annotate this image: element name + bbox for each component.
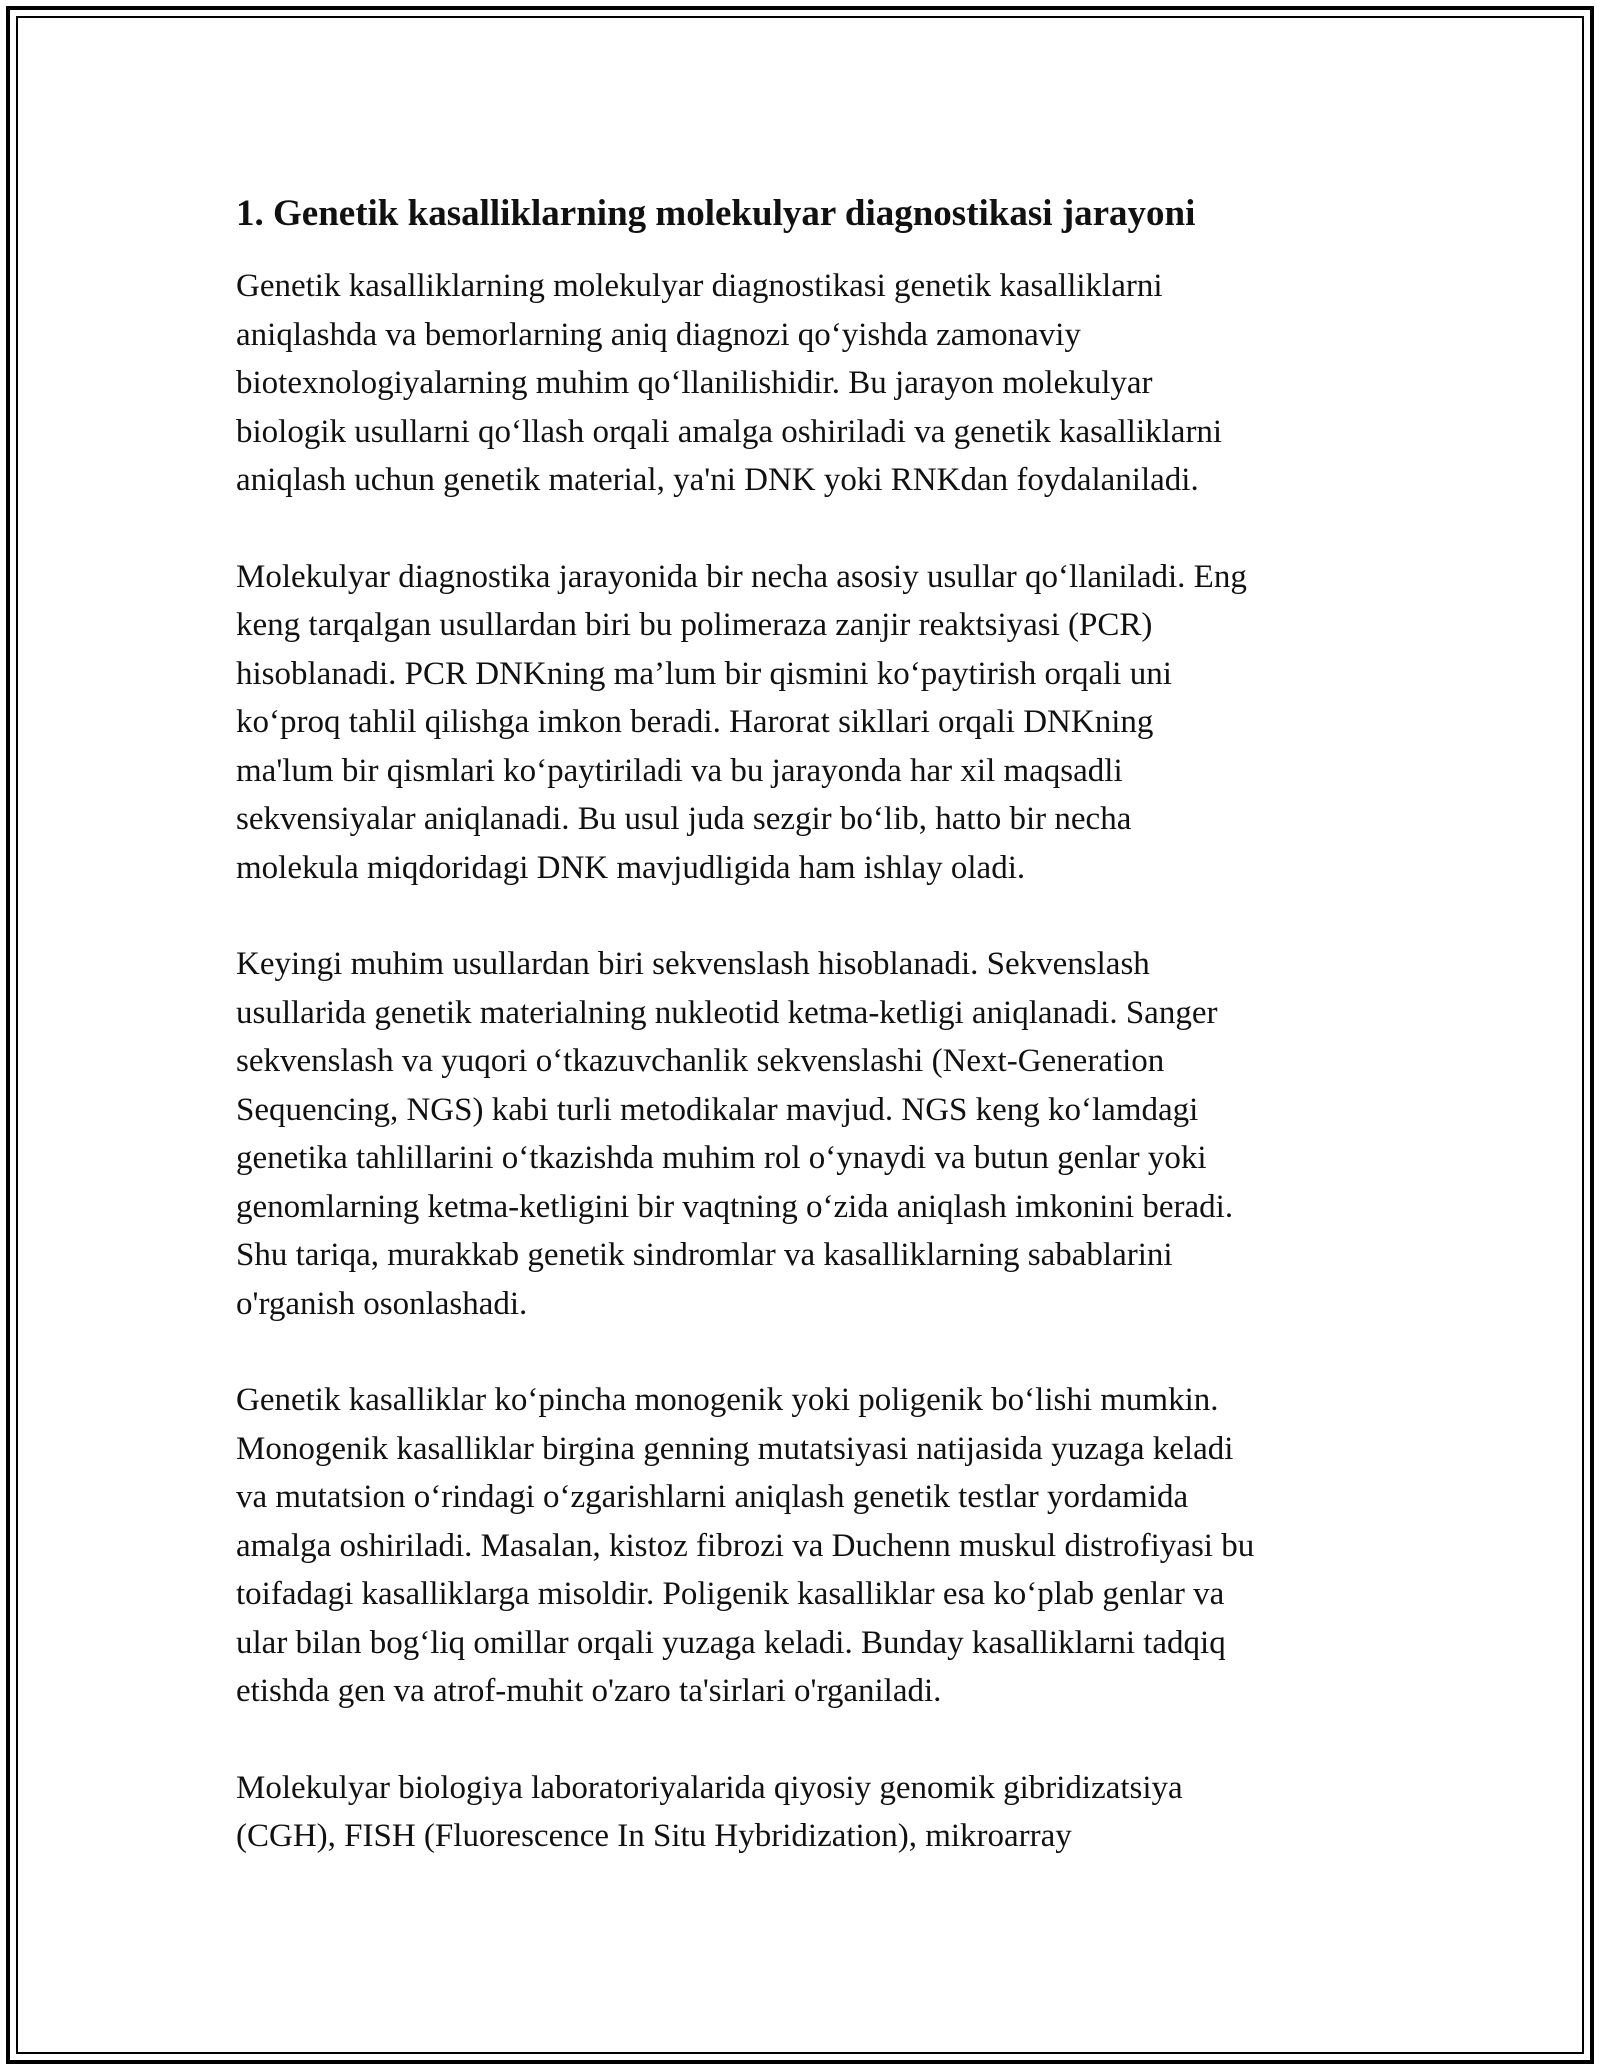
paragraph-line: (CGH), FISH (Fluorescence In Situ Hybridization), mikroarray bbox=[236, 1818, 1072, 1854]
paragraph bbox=[236, 940, 1386, 1328]
paragraph-line: Genetik kasalliklar ko‘pincha monogenik yoki poligenik bo‘lishi mumkin. bbox=[236, 1382, 1219, 1418]
paragraph-line: amalga oshiriladi. Masalan, kistoz fibrozi va Duchenn muskul distrofiyasi bu bbox=[236, 1527, 1255, 1564]
section-heading: 1. Genetik kasalliklarning molekulyar diagnostikasi jarayoni bbox=[236, 193, 1196, 234]
paragraph-line: sekvenslash va yuqori o‘tkazuvchanlik sekvenslashi (Next-Generation bbox=[236, 1043, 1165, 1079]
paragraph-line: ma'lum bir qismlari ko‘paytiriladi va bu jarayonda har xil maqsadli bbox=[236, 752, 1123, 789]
paragraph-line: sekvensiyalar aniqlanadi. Bu usul juda sezgir bo‘lib, hatto bir necha bbox=[236, 801, 1132, 837]
paragraph-line: genetika tahlillarini o‘tkazishda muhim rol o‘ynaydi va butun genlar yoki bbox=[236, 1140, 1207, 1176]
paragraph-line: Keyingi muhim usullardan biri sekvenslash hisoblanadi. Sekvenslash bbox=[236, 946, 1150, 982]
paragraph-line: va mutatsion o‘rindagi o‘zgarishlarni aniqlash genetik testlar yordamida bbox=[236, 1479, 1189, 1515]
paragraph-line: aniqlash uchun genetik material, ya'ni DNK yoki RNKdan foydalaniladi. bbox=[236, 462, 1199, 498]
paragraph-line: Molekulyar biologiya laboratoriyalarida qiyosiy genomik gibridizatsiya bbox=[236, 1769, 1183, 1806]
paragraph-line: Monogenik kasalliklar birgina genning mutatsiyasi natijasida yuzaga keladi bbox=[236, 1430, 1234, 1467]
paragraph-line: ko‘proq tahlil qilishga imkon beradi. Harorat sikllari orqali DNKning bbox=[236, 704, 1154, 740]
paragraph bbox=[236, 262, 1386, 505]
paragraph-line: Genetik kasalliklarning molekulyar diagnostikasi genetik kasalliklarni bbox=[236, 268, 1163, 304]
paragraph-list bbox=[236, 262, 1386, 1861]
paragraph-line: biotexnologiyalarning muhim qo‘llanilishidir. Bu jarayon molekulyar bbox=[236, 365, 1153, 401]
paragraph bbox=[236, 1376, 1386, 1716]
paragraph-line: toifadagi kasalliklarga misoldir. Poligenik kasalliklar esa ko‘plab genlar va bbox=[236, 1576, 1225, 1612]
paragraph-line: biologik usullarni qo‘llash orqali amalga oshiriladi va genetik kasalliklarni bbox=[236, 413, 1223, 450]
paragraph-line: o'rganish osonlashadi. bbox=[236, 1285, 528, 1322]
paragraph-line: genomlarning ketma-ketligini bir vaqtning o‘zida aniqlash imkonini beradi. bbox=[236, 1188, 1234, 1225]
paragraph-line: keng tarqalgan usullardan biri bu polimeraza zanjir reaktsiyasi (PCR) bbox=[236, 607, 1153, 643]
paragraph-line: Molekulyar diagnostika jarayonida bir necha asosiy usullar qo‘llaniladi. Eng bbox=[236, 558, 1247, 595]
paragraph-line: hisoblanadi. PCR DNKning ma’lum bir qismini ko‘paytirish orqali uni bbox=[236, 655, 1172, 692]
paragraph-line: etishda gen va atrof-muhit o'zaro ta'sirlari o'rganiladi. bbox=[236, 1673, 942, 1709]
paragraph-line: usullarida genetik materialning nukleotid ketma-ketligi aniqlanadi. Sanger bbox=[236, 994, 1218, 1031]
paragraph-line: Sequencing, NGS) kabi turli metodikalar mavjud. NGS keng ko‘lamdagi bbox=[236, 1091, 1199, 1128]
paragraph-line: aniqlashda va bemorlarning aniq diagnozi qo‘yishda zamonaviy bbox=[236, 316, 1081, 353]
paragraph-line: molekula miqdoridagi DNK mavjudligida ham ishlay oladi. bbox=[236, 849, 1026, 886]
document-body bbox=[236, 184, 1386, 1909]
paragraph-line: ular bilan bog‘liq omillar orqali yuzaga keladi. Bunday kasalliklarni tadqiq bbox=[236, 1624, 1226, 1661]
paragraph bbox=[236, 1764, 1386, 1861]
paragraph bbox=[236, 553, 1386, 893]
paragraph-line: Shu tariqa, murakkab genetik sindromlar va kasalliklarning sabablarini bbox=[236, 1237, 1173, 1273]
